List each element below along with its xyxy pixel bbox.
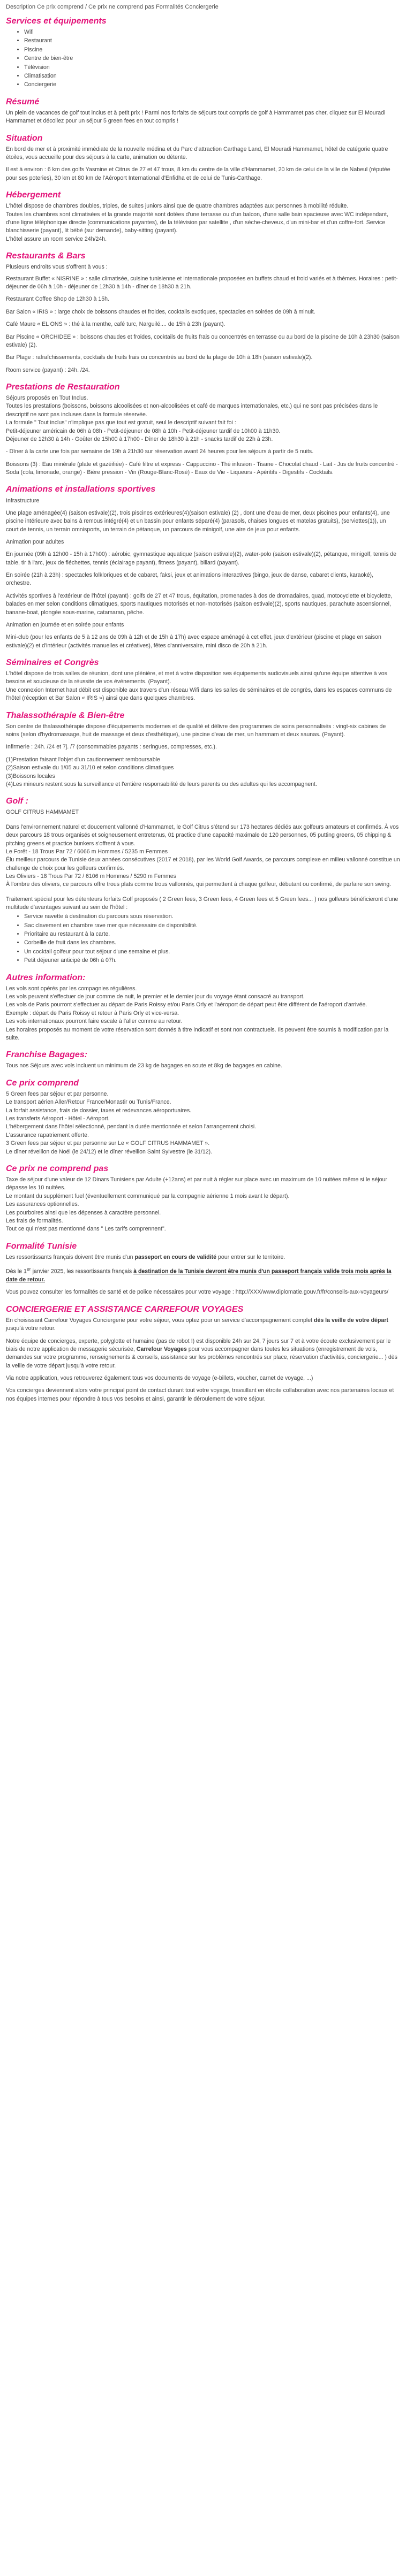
autres-text: Les vols internationaux pourront faire escale à l'aller comme au retour.: [6, 1018, 183, 1025]
ne-comprend-line: Le montant du supplément fuel (éventuellement communiqué par la compagnie aérienne 1 mois avant le départ).: [6, 1193, 290, 1199]
footnote: (1)Prestation faisant l'objet d'un cautionnement remboursable: [6, 756, 160, 763]
prestations-text: Toutes les prestations (boissons, boissons alcoolisées et non-alcoolisées et café de marques internationales, etc.) qui ne sont pas précisées dans le descriptif ne sont pas incluses dans la formule réservée.: [6, 403, 378, 418]
animations-text: Mini-club (pour les enfants de 5 à 12 ans de 09h à 12h et de 15h à 17h) avec espace aménagé à cet effet, jeux d'extérieur (piscine et plage en saison estivale)(2) et d'intérieur (activités manuelles et créatives), fêtes d'anniversaire, mini disco de 20h à 21h.: [6, 634, 381, 649]
comprend-line: Les transferts Aéroport - Hôtel - Aéroport.: [6, 1115, 110, 1122]
autres-title: Autres information:: [6, 973, 86, 982]
services-title: Services et équipements: [6, 16, 107, 26]
situation-text: Il est à environ : 6 km des golfs Yasmine et Citrus de 27 et 47 trous, 8 km du centre de la ville d'Hammamet, 20 km de celui de la ville de Nabeul (réputée pour ses poteries), 30 km et 80 km de l'Aéroport International d'Enfidha et de celui de Tunis-Carthage.: [6, 166, 390, 181]
resume-title: Résumé: [6, 97, 40, 106]
restaurants-text: Bar Piscine « ORCHIDEE » : boissons chaudes et froides, cocktails de fruits frais ou concentrés en terrasse ou au bord de la piscine de 10h à 23h30 (saison estivale) (2).: [6, 333, 400, 348]
services-list: [6, 28, 400, 89]
footnote: (3)Boissons locales: [6, 773, 55, 779]
golf-text: Le Forêt - 18 Trous Par 72 / 6066 m Hommes / 5235 m Femmes: [6, 848, 168, 855]
passport-validity: à destination de la Tunisie devront être munis d'un passeport français valide trois mois après la date de retour.: [6, 1268, 392, 1283]
footnote: (4)Les mineurs restent sous la surveillance et l'entière responsabilité de leurs parents ou des adultes qui les accompagnent.: [6, 781, 317, 788]
golf-text: À l'ombre des oliviers, ce parcours offre trous plats comme trous vallonnés, qui permettent à chaque golfeur, débutant ou confirmé, de parfaire son swing.: [6, 881, 392, 888]
resume-text: Un plein de vacances de golf tout inclus et à petit prix ! Parmi nos forfaits de séjours tout compris de golf à Hammamet pas cher, cliquez sur El Mouradi Hammamet et décollez pour un séjour 5 green fees en tout compris !: [6, 109, 386, 125]
prestations-text: Boissons (3) : Eau minérale (plate et gazéifiée) - Café filtre et express - Cappuccino - Thé infusion - Tisane - Chocolat chaud - Lait - Jus de fruits concentré - Soda (cola, limonade, orange) - Bière pression - Vin (Rouge-Blanc-Rosé) - Eaux de Vie - Liqueurs - Apéritifs - Digestifs - Cocktails.: [6, 461, 398, 476]
restaurants-text: Bar Salon « IRIS » : large choix de boissons chaudes et froides, cocktails exotiques, spectacles en soirées de 09h à minuit.: [6, 308, 315, 315]
animations-subtitle: Animation pour adultes: [6, 538, 64, 545]
conciergerie-title: CONCIERGERIE ET ASSISTANCE CARREFOUR VOYAGES: [6, 1304, 244, 1314]
golf-subtitle: GOLF CITRUS HAMMAMET: [6, 809, 79, 816]
animations-subtitle: Animation en journée et en soirée pour enfants: [6, 621, 124, 628]
prestations-title: Prestations de Restauration: [6, 382, 120, 392]
list-item: • Piscine: [24, 46, 400, 54]
passport-requirement: passeport en cours de validité: [134, 1253, 216, 1260]
seminaires-title: Séminaires et Congrès: [6, 658, 99, 667]
thalasso-text: Infirmerie : 24h. /24 et 7j. /7 (consommables payants : seringues, compresses, etc.).: [6, 744, 217, 751]
situation-title: Situation: [6, 133, 43, 143]
autres-text: Exemple : départ de Paris Roissy et retour à Paris Orly et vice-versa.: [6, 1010, 179, 1016]
conciergerie-text: Via notre application, vous retrouverez également tous vos documents de voyage (e-billets, voucher, carnet de voyage, ...): [6, 1375, 313, 1382]
prestations-text: - Dîner à la carte une fois par semaine de 19h à 21h30 sur réservation avant 24 heures pour les séjours à partir de 5 nuits.: [6, 448, 314, 455]
comprend-line: L'hébergement dans l'hôtel sélectionné, pendant la durée mentionnée et selon l'arrangement choisi.: [6, 1123, 257, 1130]
breadcrumb: Description Ce prix comprend / Ce prix ne comprend pas Formalités Conciergerie: [6, 4, 219, 10]
conciergerie-text: Notre équipe de concierges, experte, polyglotte et humaine (pas de robot !) est disponible 24h sur 24, 7 jours sur 7 et à votre écoute exclusivement par le biais de notre application de messagerie sécurisée, Carrefour Voyages pour vous accompagner dans toutes les situations (enregistrement de vols, demandes sur votre programme, renseignements & conseils, assistance sur les problèmes rencontrés sur place, réservation d'activités, conciergerie... ) dès la veille de votre départ jusqu'à votre retour.: [6, 1337, 397, 1369]
autres-text: Les vols peuvent s'effectuer de jour comme de nuit, le premier et le dernier jour du voyage étant consacré au transport.: [6, 993, 305, 1000]
hebergement-text: L'hôtel dispose de chambres doubles, triples, de suites juniors ainsi que de quatre chambres adaptées aux personnes à mobilité réduite.: [6, 203, 349, 210]
ne-comprend-line: Les assurances optionnelles.: [6, 1201, 79, 1208]
golf-advantages-list: [6, 913, 400, 965]
list-item: • Sac clavement en chambre rave mer que nécessaire de disponibilité.: [24, 922, 400, 930]
prestations-text: La formule " Tout inclus" n'implique pas que tout est gratuit, seul le descriptif suivant fait foi :: [6, 419, 236, 426]
ne-comprend-line: Les frais de formalités.: [6, 1217, 63, 1224]
ne-comprend-title: Ce prix ne comprend pas: [6, 1164, 109, 1173]
list-item: • Télévision: [24, 64, 400, 72]
comprend-line: 5 Green fees par séjour et par personne.: [6, 1091, 109, 1097]
formalite-title: Formalité Tunisie: [6, 1241, 77, 1251]
animations-subtitle: Infrastructure: [6, 497, 40, 504]
conciergerie-text: En choisissant Carrefour Voyages Conciergerie pour votre séjour, vous optez pour un service d'accompagnement complet dès la veille de votre départ jusqu'à votre retour.: [6, 1317, 388, 1332]
seminaires-text: Une connexion Internet haut débit est disponible aux travers d'un réseau Wifi dans les salles de séminaires et de congrès, dans les espaces communs de l'hôtel (réception et Bar Salon « IRIS ») ainsi que dans quelques chambres.: [6, 686, 392, 702]
autres-text: Les horaires proposés au moment de votre réservation sont donnés à titre indicatif et sont non contractuels. Ils peuvent être soumis à modification par la suite.: [6, 1026, 389, 1041]
animations-text: En soirée (21h à 23h) : spectacles folkloriques et de cabaret, faksi, jeux et animations interactives (bingo, jeux de danse, cabaret clients, karaoké), orchestre.: [6, 572, 374, 587]
thalasso-title: Thalassothérapie & Bien-être: [6, 710, 125, 720]
franchise-title: Franchise Bagages:: [6, 1050, 88, 1060]
franchise-text: Tous nos Séjours avec vols incluent un minimum de 23 kg de bagages en soute et 8kg de bagages en cabine.: [6, 1062, 282, 1069]
list-item: • Prioritaire au restaurant à la carte.: [24, 930, 400, 938]
formalite-text: Les ressortissants français doivent être munis d'un passeport en cours de validité pour entrer sur le territoire.: [6, 1253, 285, 1260]
list-item: • Corbeille de fruit dans les chambres.: [24, 939, 400, 947]
restaurants-text: Restaurant Buffet « NISRINE » : salle climatisée, cuisine tunisienne et internationale proposées en buffets chaud et froid variés et à thèmes. Horaires : petit-déjeuner de 06h à 10h - déjeuner de 12h30 à 14h - dîner de 18h30 à 21h.: [6, 275, 398, 291]
animations-title: Animations et installations sportives: [6, 485, 156, 494]
prestations-text: Séjours proposés en Tout Inclus.: [6, 395, 88, 402]
list-item: • Service navette à destination du parcours sous réservation.: [24, 913, 400, 921]
prestations-text: Déjeuner de 12h30 à 14h - Goûter de 15h00 à 17h00 - Dîner de 18h30 à 21h - snacks tardif de 22h à 23h.: [6, 435, 273, 442]
situation-text: En bord de mer et à proximité immédiate de la nouvelle médina et du Parc d'attraction Carthage Land, El Mouradi Hammamet, hôtel de catégorie quatre étoiles, vous accueille pour des séjours à la carte, animation ou détente.: [6, 146, 388, 161]
restaurants-title: Restaurants & Bars: [6, 251, 86, 261]
hebergement-text: L'hôtel assure un room service 24h/24h.: [6, 235, 107, 242]
thalasso-text: Son centre de thalassothérapie dispose d'équipements modernes et de qualité et délivre des programmes de soins personnalisés : vingt-six cabines de soins (selon d'hydromassage, huit de massage et deux d'esthétique), une piscine d'eau de mer, un hammam et deux saunas. (Payant).: [6, 723, 386, 738]
autres-text: Les vols sont opérés par les compagnies régulières.: [6, 985, 137, 992]
animations-text: Une plage aménagée(4) (saison estivale)(2), trois piscines extérieures(4)(saison estivale) (2) , dont une d'eau de mer, deux piscines pour enfants(4), une piscine intérieure avec bains à remous intégré(4) et un bassin pour enfants séparé(4) (parasols, chaises longues et matelas gratuits), (serviettes(1)), un court de tennis, un terrain omnisports, un terrain de pétanque, un parcours de minigolf, une aire de jeux pour enfants.: [6, 509, 390, 533]
ne-comprend-line: Tout ce qui n'est pas mentionné dans " Les tarifs comprennent".: [6, 1226, 166, 1233]
golf-text: Élu meilleur parcours de Tunisie deux années consécutives (2017 et 2018), par les World Golf Awards, ce parcours complexe en milieu vallonné constitue un challenge de choix pour les golfeurs confirmés.: [6, 857, 400, 872]
hebergement-text: Toutes les chambres sont climatisées et la grande majorité sont dotées d'une terrasse ou d'un balcon, d'une salle bain spacieuse avec WC indépendant, d'une ligne téléphonique directe (communications payantes), de la télévision par satellite , d'un sèche-cheveux, d'un mini-bar et d'un coffre-fort. Service blanchisserie (payant), lit bébé (sur demande), baby-sitting (payant).: [6, 211, 388, 234]
comprend-line: Le dîner réveillon de Noël (le 24/12) et le dîner réveillon Saint Sylvestre (le 31/12).: [6, 1148, 213, 1155]
animations-text: Activités sportives à l'extérieur de l'hôtel (payant) : golfs de 27 et 47 trous, équitation, promenades à dos de dromadaires, quad, motocyclette et bicyclette, balades en mer selon conditions climatiques, sports nautiques motorisés et non-motorisés (saison estivale)(2), sports nautiques, parachute ascensionnel, banane-boat, plongée sous-marine, catamaran, pêche.: [6, 592, 393, 616]
restaurants-text: Room service (payant) : 24h. /24.: [6, 366, 90, 373]
list-item: • Conciergerie: [24, 81, 400, 89]
restaurants-text: Café Maure « EL ONS » : thé à la menthe, café turc, Narguilé.... de 15h à 23h (payant).: [6, 321, 225, 328]
list-item: • Climatisation: [24, 72, 400, 80]
comprend-title: Ce prix comprend: [6, 1078, 79, 1088]
list-item: • Centre de bien-être: [24, 55, 400, 63]
comprend-line: La forfait assistance, frais de dossier, taxes et redevances aéroportuaires.: [6, 1107, 192, 1114]
list-item: • Petit déjeuner anticipé de 06h à 07h.: [24, 957, 400, 965]
comprend-line: L'assurance rapatriement offerte.: [6, 1132, 89, 1138]
restaurants-intro: Plusieurs endroits vous s'offrent à vous :: [6, 264, 108, 271]
comprend-line: 3 Green fees par séjour et par personne sur Le « GOLF CITRUS HAMMAMET ».: [6, 1140, 210, 1147]
golf-text: Les Oliviers - 18 Trous Par 72 / 6106 m Hommes / 5290 m Femmes: [6, 873, 176, 880]
golf-text: Traitement spécial pour les détenteurs forfaits Golf proposés ( 2 Green fees, 3 Green fees, 4 Green fees et 5 Green fees... ) nos golfeurs bénéficieront d'une multitude d'avantages suivant au sein de l'hôtel :: [6, 896, 399, 911]
formalite-text: Dès le 1er janvier 2025, les ressortissants français à destination de la Tunisie devront être munis d'un passeport français valide trois mois après la date de retour.: [6, 1266, 392, 1283]
list-item: • Wifi: [24, 28, 400, 36]
comprend-line: Le transport aérien Aller/Retour France/Monastir ou Tunis/France.: [6, 1099, 171, 1106]
golf-text: Dans l'environnement naturel et doucement vallonné d'Hammamet, le Golf Citrus s'étend sur 173 hectares dédiés aux golfeurs amateurs et confirmés. À vos deux parcours 18 trous organisés et soigneusement entretenus, 01 practice d'une capacité maximale de 120 personnes, 05 putting greens, 05 chipping & pitching greens et practice bunkers s'offrent à vous.: [6, 823, 399, 847]
footnote: (2)Saison estivale du 1/05 au 31/10 et selon conditions climatiques: [6, 765, 174, 771]
restaurants-text: Bar Plage : rafraîchissements, cocktails de fruits frais ou concentrés au bord de la plage de 10h à 18h (saison estivale)(2).: [6, 354, 313, 361]
ne-comprend-line: Les pourboires ainsi que les dépenses à caractère personnel.: [6, 1209, 161, 1216]
autres-text: Les vols de Paris pourront s'effectuer au départ de Paris Roissy et/ou Paris Orly et l'aéroport de départ peut être différent de l'aéroport d'arrivée.: [6, 1002, 367, 1008]
prestations-text: Petit-déjeuner américain de 06h à 08h - Petit-déjeuner de 08h à 10h - Petit-déjeuner tardif de 10h00 à 11h30.: [6, 427, 281, 434]
list-item: • Un cocktail golfeur pour tout séjour d'une semaine et plus.: [24, 948, 400, 956]
golf-title: Golf :: [6, 797, 28, 806]
formalite-link[interactable]: Vous pouvez consulter les formalités de santé et de police nécessaires pour votre voyage : http://XXX/www.diplomatie.gouv.fr/fr/conseils-aux-voyageurs/: [6, 1289, 389, 1296]
animations-text: En journée (09h à 12h00 - 15h à 17h00) : aérobic, gymnastique aquatique (saison estivale)(2), water-polo (saison estivale)(2), pétanque, minigolf, tennis de table, tir à l'arc, jeux de fléchettes, tennis (éclairage payant), fitness (payant), billard (payant).: [6, 551, 397, 566]
hebergement-title: Hébergement: [6, 190, 61, 200]
seminaires-text: L'hôtel dispose de trois salles de réunion, dont une plénière, et met à votre disposition ses équipements audiovisuels ainsi qu'une équipe attentive à vos besoins et soucieuse de la réussite de vos événements. (Payant).: [6, 670, 387, 685]
list-item: • Restaurant: [24, 37, 400, 45]
restaurants-text: Restaurant Coffee Shop de 12h30 à 15h.: [6, 296, 109, 303]
ne-comprend-line: Taxe de séjour d'une valeur de 12 Dinars Tunisiens par Adulte (+12ans) et par nuit à régler sur place avec un maximum de 10 nuitées même si le séjour dépasse les 10 nuitées.: [6, 1176, 387, 1191]
conciergerie-text: Vos concierges deviennent alors votre principal point de contact durant tout votre voyage, travaillant en étroite collaboration avec nos partenaires locaux et nos équipes internes pour répondre à tous vos besoins et ainsi, garantir le déroulement de votre séjour.: [6, 1387, 394, 1402]
